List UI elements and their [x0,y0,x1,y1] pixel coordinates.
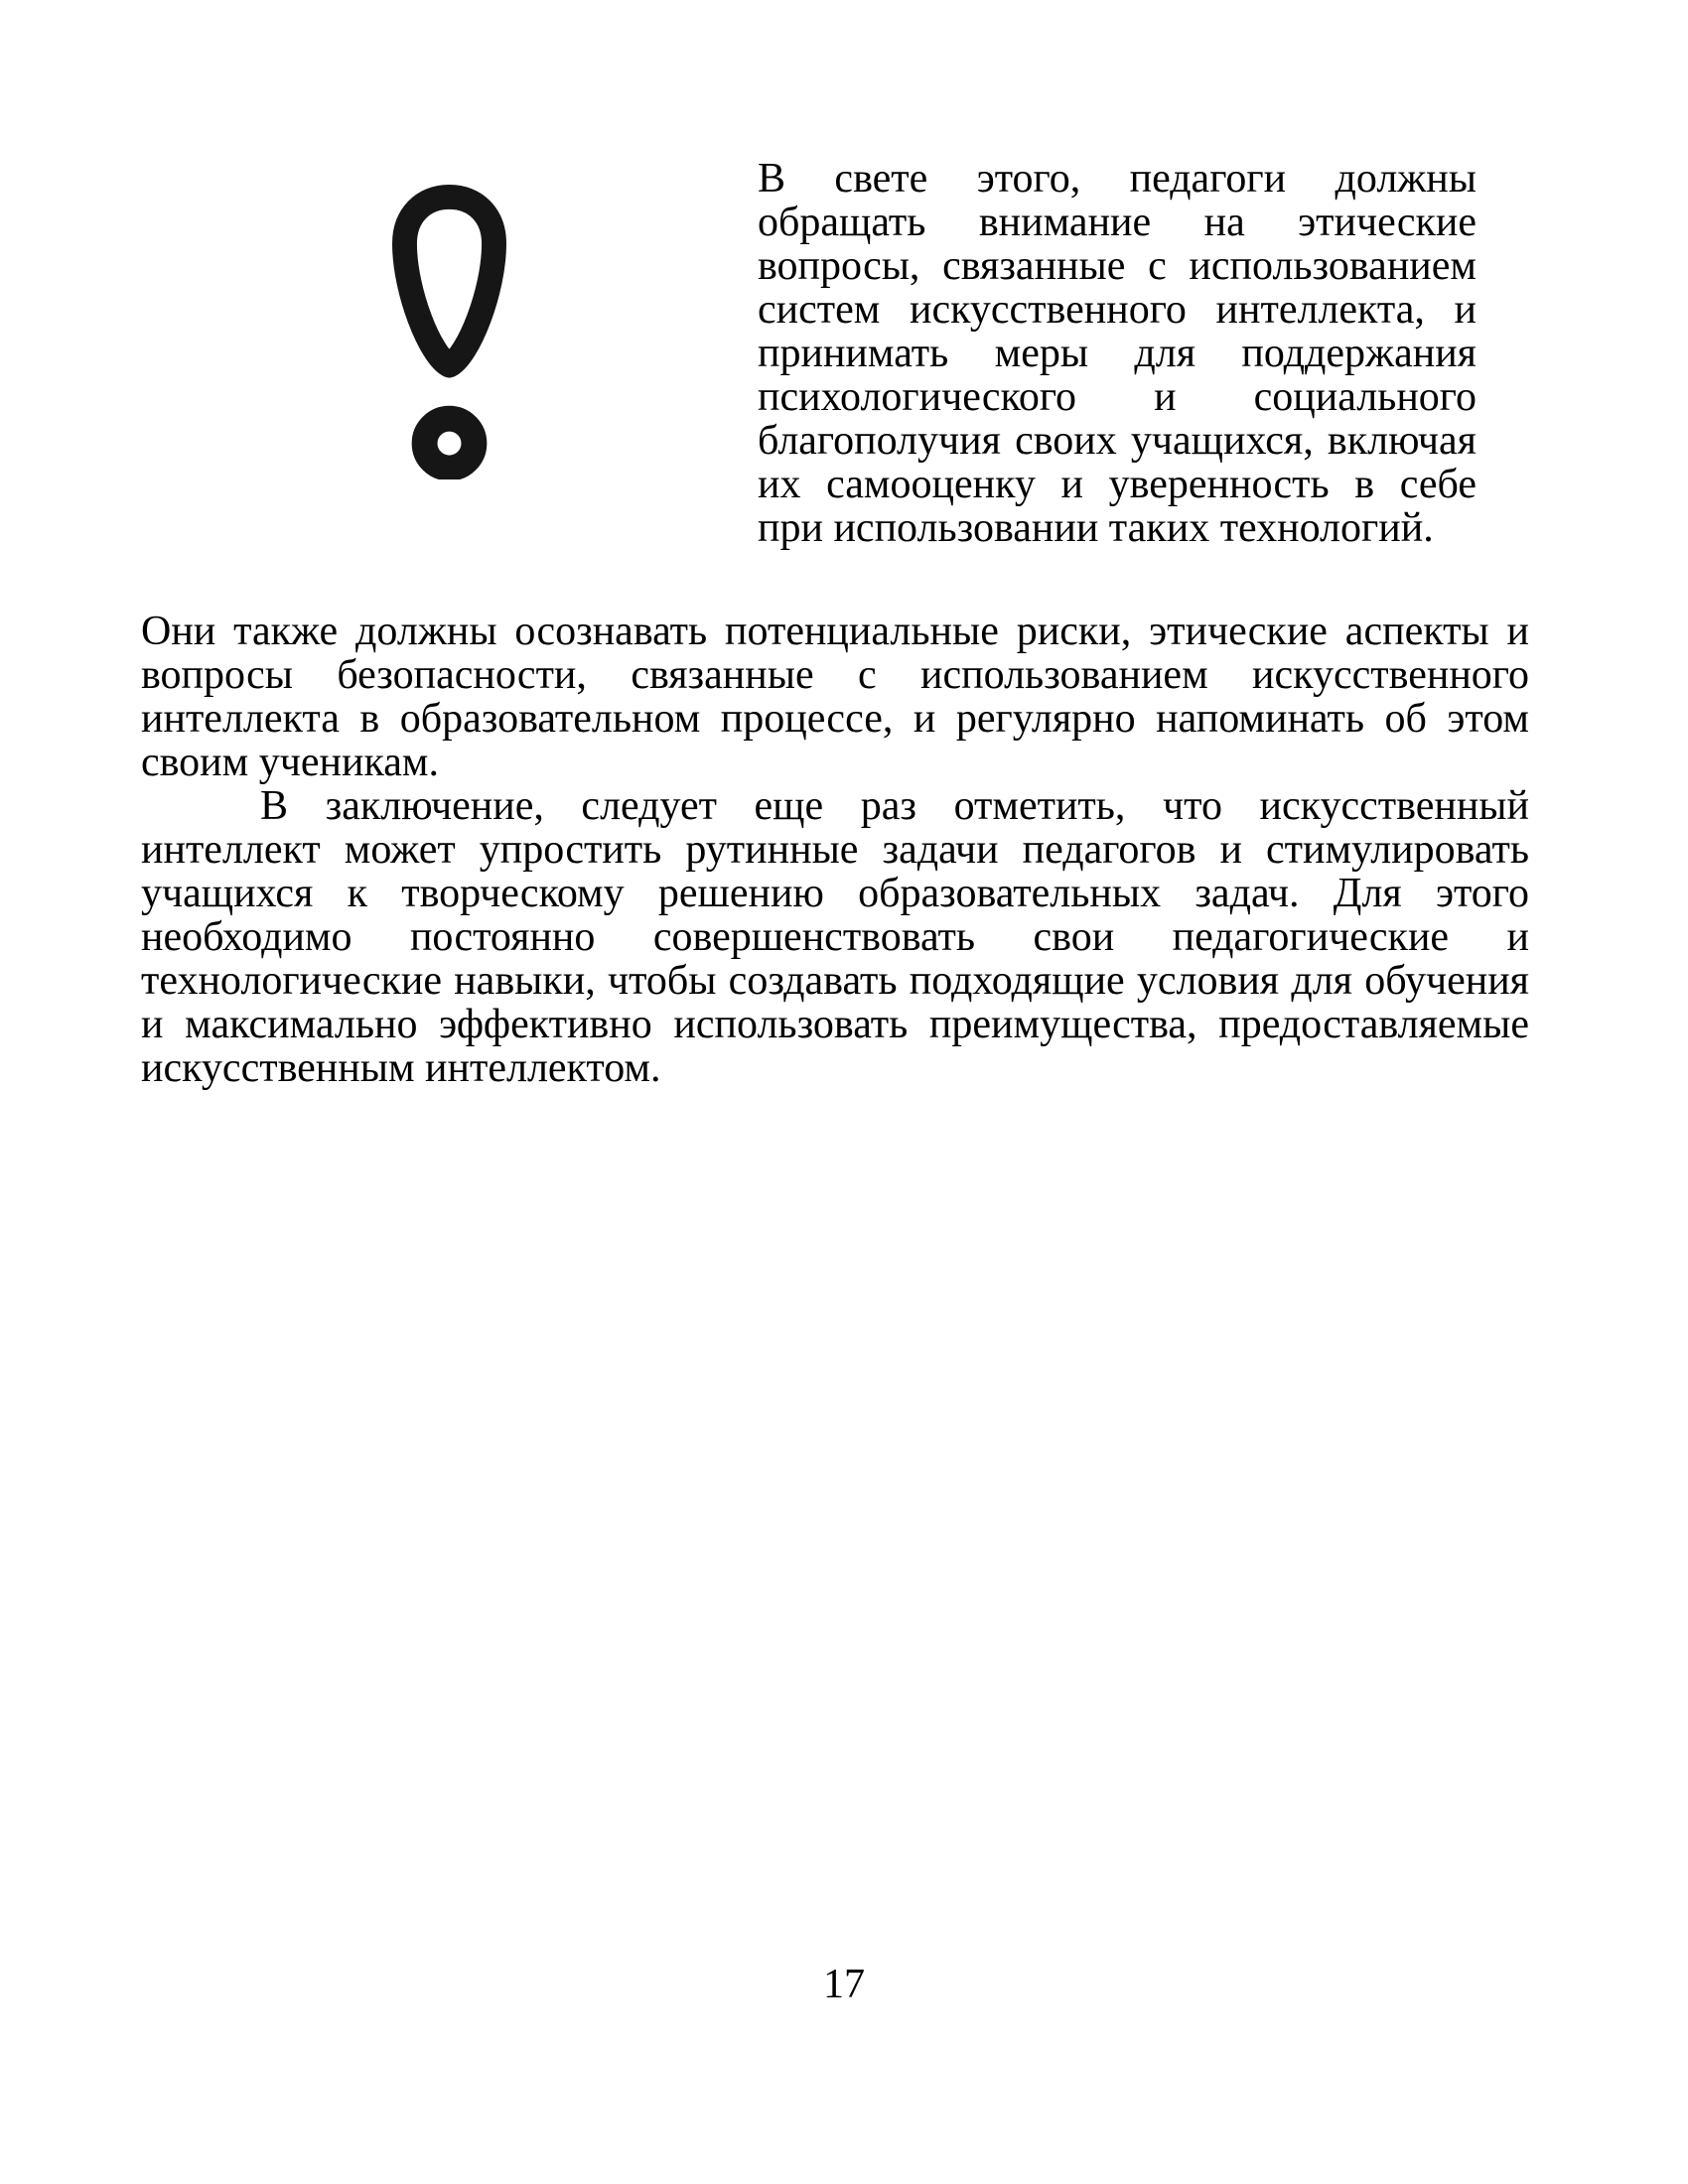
callout-icon-cell [141,157,758,550]
paragraph: Они также должны осознавать потенциальные риски, этические аспекты и вопросы безопасности, связанные с использованием искусственного интеллекта в образовательном процессе, и регулярно напоминать об этом своим ученикам. [141,609,1529,785]
exclamation-icon [392,157,506,479]
page-content [141,0,1529,1090]
paragraph: В заключение, следует еще раз отметить, что искусственный интеллект может упростить рутинные задачи педагогов и стимулировать учащихся к творческому решению образовательных задач. Для этого необходимо постоянно совершенствовать свои педагогические и технологические навыки, чтобы создавать подходящие условия для обучения и максимально эффективно использовать преимущества, предоставляемые искусственным интеллектом. [141,783,1529,1091]
page-number: 17 [823,1962,865,2007]
callout-text-cell [758,157,1477,550]
callout-block [141,157,1477,550]
callout-text: В свете этого, педагоги должны обращать внимание на этические вопросы, связанные с использованием систем искусственного интеллекта, и принимать меры для поддержания психологического и социального благополучия своих учащихся, включая их самооценку и уверенность в себе при использовании таких технологий. [758,156,1477,551]
